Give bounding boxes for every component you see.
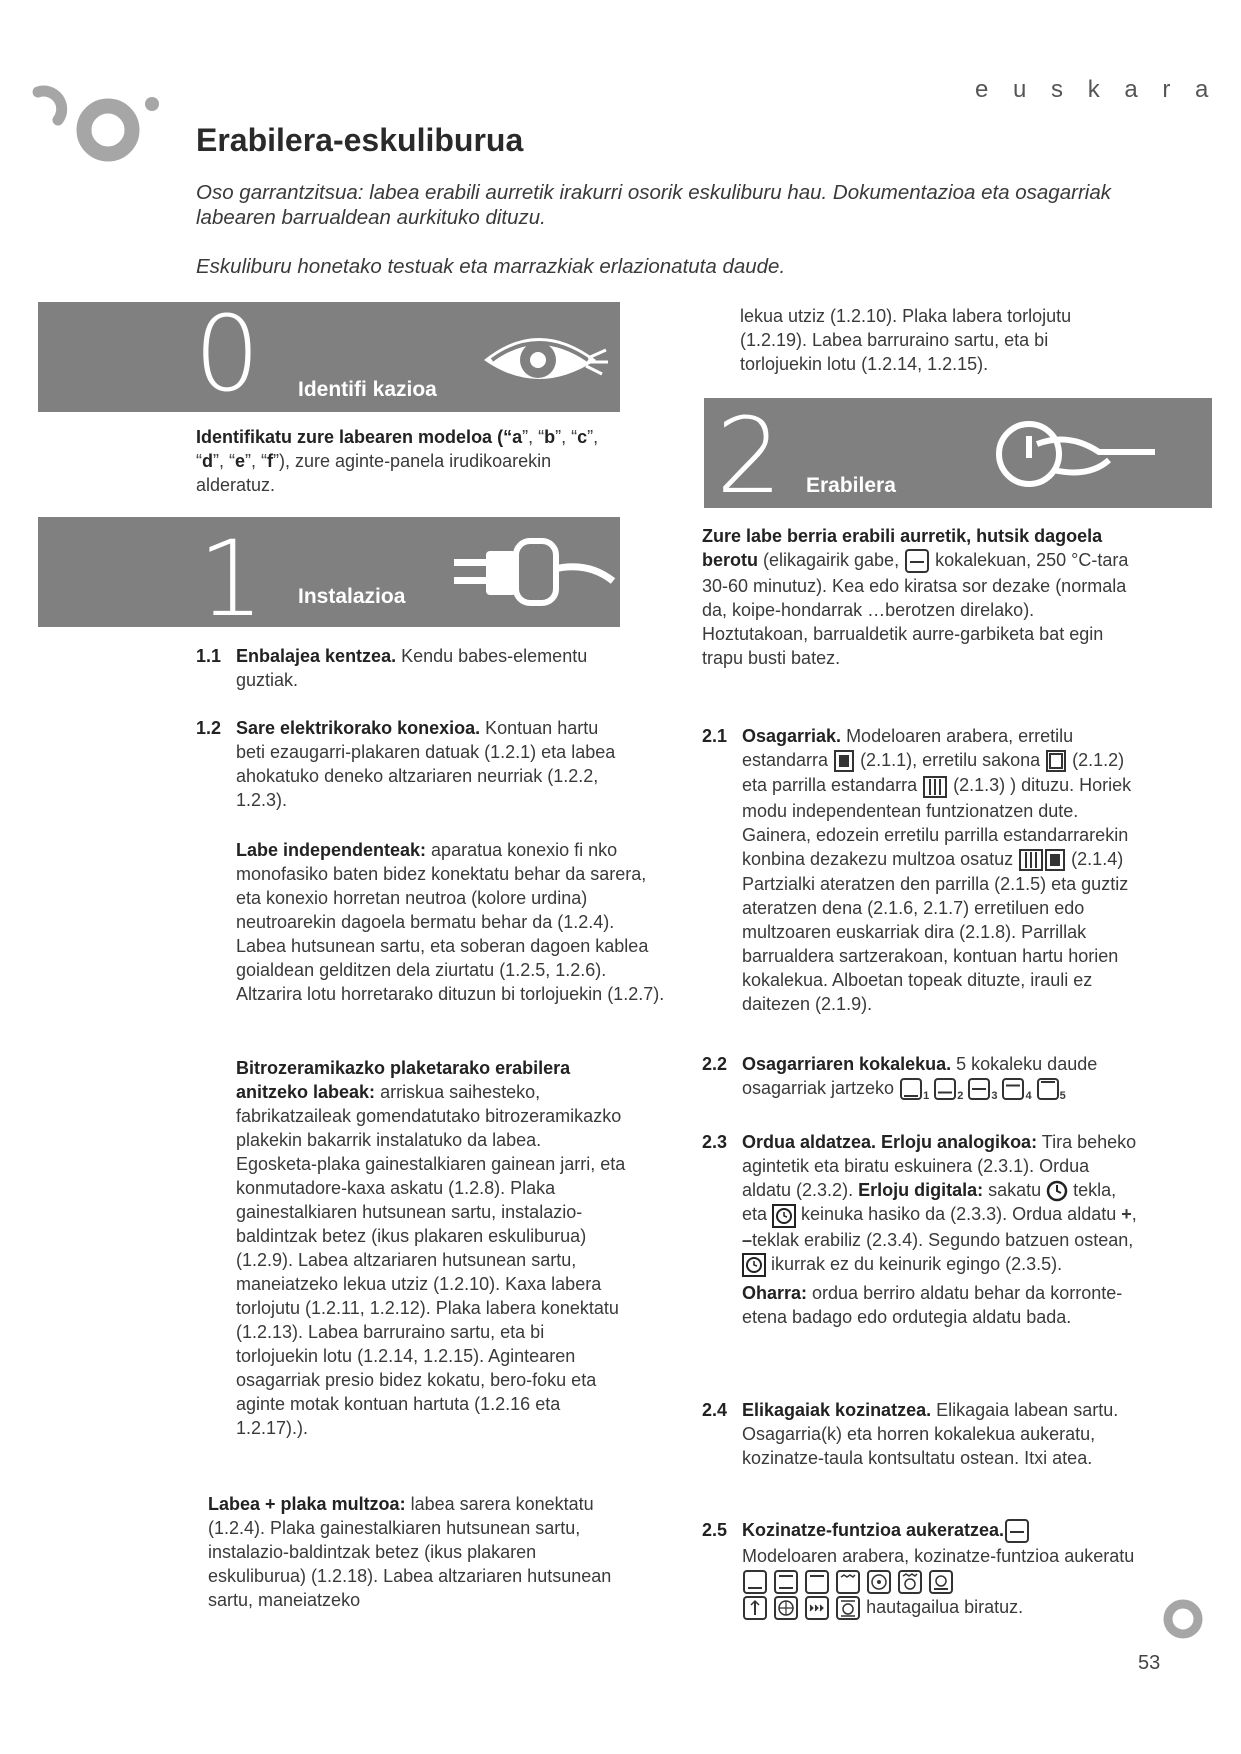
clock-display-icon — [742, 1253, 766, 1277]
standard-tray-icon — [1044, 848, 1066, 872]
grill-icon — [835, 1569, 861, 1595]
section-label: Erabilera — [806, 474, 896, 497]
fan-grill-icon — [897, 1569, 923, 1595]
section-number: 1 — [198, 518, 265, 640]
fan-assisted-icon — [773, 1595, 799, 1621]
eye-icon — [478, 320, 610, 390]
standard-tray-icon — [833, 749, 855, 773]
brand-logo — [30, 80, 170, 175]
list-item: 2.2 Osagarriaren kokalekua. 5 kokaleku daude osagarriak jartzeko $_1$ $_2$ $_3$ $_4$ $_5$ — [702, 1054, 1098, 1102]
identify-text: Identifikatu zure labearen modeloa (“a”, “b”, “c”, “d”, “e”, “f”), zure aginte-panela irudikoarekin alderatuz. — [196, 427, 599, 495]
section-number: 0 — [194, 293, 261, 415]
conventional-heat-icon — [773, 1569, 799, 1595]
top-heat-icon — [804, 1569, 830, 1595]
fan-icon — [866, 1569, 892, 1595]
clock-display-icon — [772, 1204, 796, 1228]
shelf-level-icon — [967, 1077, 991, 1101]
minus-key: – — [742, 1229, 753, 1250]
fan-top-bottom-icon — [835, 1595, 861, 1621]
list-item: 1.2 Sare elektrikorako konexioa. Kontuan hartu beti ezaugarri-plakaren datuak (1.2.1) eta labea ahokatuko deneko altzariaren neurriak (1.2.2, 1.2.3). — [196, 718, 616, 810]
fan-bottom-icon — [928, 1569, 954, 1595]
section-0-band — [38, 293, 620, 415]
oven-function-icon — [904, 548, 930, 574]
defrost-icon — [742, 1595, 768, 1621]
plug-icon — [448, 531, 618, 613]
combo-text: Labea + plaka multzoa: labea sarera konektatu (1.2.4). Plaka gainestalkiaren hutsunean sartu, instalazio-baldintzak betez (ikus plakaren eskuliburua) (1.2.18). Labea altzariaren hutsunean sartu, maneiatzeko — [208, 1494, 612, 1610]
independent-oven-text: Labe independenteak: aparatua konexio fi nko monofasiko baten bidez konektatu behar da sarera, eta konexio horretan neutroa (kolore urdina) neutroarekin dagoela bermatu behar da (1.2.4). Labea hutsunean sartu, eta soberan dagoen kablea goialdean gelditzen dela ziurtatu (1.2.5, 1.2.6). Altzarira lotu horretarako dituzun bi torlojuekin (1.2.7). — [236, 840, 665, 1004]
page-title: Erabilera-eskuliburua — [196, 122, 524, 158]
page-number: 53 — [1138, 1652, 1161, 1674]
shelf-level-number: 4 — [1025, 1089, 1032, 1102]
plus-key: + — [1121, 1204, 1132, 1225]
grill-rack-icon — [922, 775, 948, 799]
list-item: 2.3 Ordua aldatzea. Erloju analogikoa: Tira beheko agintetik eta biratu eskuinera (2.3.1). Ordua aldatu (2.3.2). Erloju digitala: sakatu tekla, eta keinuka hasiko da (2.3.3). Ordua aldatu +, –teklak erabiliz (2.3.4). Segundo batzuen ostean, ikurrak ez du keinurik egingo (2.3.5). Oharra: ordua berriro aldatu behar da korronte-etena badago edo ordutegia aldatu bada. — [702, 1132, 1137, 1327]
shelf-level-number: 1 — [923, 1089, 930, 1102]
section-number: 2 — [716, 395, 783, 517]
intro-note: Eskuliburu honetako testuak eta marrazkiak erlazionatuta daude. — [196, 255, 786, 278]
combo-text-continued: lekua utziz (1.2.10). Plaka labera torlojutu (1.2.19). Labea barruraino sartu, eta bi torlojuekin lotu (1.2.14, 1.2.15). — [740, 306, 1072, 374]
language-label: e u s k a r a — [975, 76, 1218, 103]
shelf-level-icon — [1001, 1077, 1025, 1101]
grill-rack-icon — [1018, 848, 1044, 872]
ceramic-hob-text: Bitrozeramikazko plaketarako erabilera anitzeko labeak: arriskua saihesteko, fabrikatzaileak gomendatutako bitrozeramikazko plakekin bakarrik instalatuko da labea. Egosketa-plaka gainestalkiaren gainean jarri, eta konmutadore-kaxa askatu (1.2.8). Plaka gainestalkiaren hutsunean sartu, instalazio-baldintzak betez (ikus plakaren eskuliburua) (1.2.9). Labea altzariaren hutsunean sartu, maneiatzeko lekua utziz (1.2.10). Kaxa labera torlojutu (1.2.11, 1.2.12). Plaka labera konektatu (1.2.13). Labea barruraino sartu, eta bi torlojuekin lotu (1.2.14, 1.2.15). Agintearen osagarriak presio bidez kokatu, bero-foku eta aginte motak kontuan hartuta (1.2.16 eta 1.2.17).). — [236, 1058, 626, 1438]
section-label: Instalazioa — [298, 585, 406, 608]
bottom-heat-icon — [742, 1569, 768, 1595]
section-1-band — [38, 517, 620, 640]
list-item: 2.1 Osagarriak. Modeloaren arabera, erretilu estandarra (2.1.1), erretilu sakona (2.1.2) eta parrilla estandarra (2.1.3) ) dituzu. Horiek modu independentean funtzionatzen dute. Gainera, edozein erretilu parrilla estandarrarekin konbina dezakezu multzoa osatuz (2.1.4) Partzialki ateratzen den parrilla (2.1.5) eta guztiz ateratzen dena (2.1.6, 2.1.7) erretiluen edo multzoaren euskarriak dira (2.1.8). Parrillak barrualdera sartzerakoan, kontuan hartu horien kokalekua. Alboetan topeak dituzte, irauli ez daitezen (2.1.9). — [702, 726, 1132, 1014]
shelf-level-icon — [899, 1077, 923, 1101]
usage-intro: Zure labe berria erabili aurretik, hutsik dagoela berotu (elikagairik gabe, kokalekuan, 250 °C-tara 30-60 minutuz). Kea edo kiratsa sor dezake (normala da, koipe-hondarrak …berotzen direlako). Hoztutakoan, barrualdetik aurre-garbiketa bat egin trapu busti batez. — [702, 526, 1129, 669]
shelf-levels — [899, 1078, 1070, 1102]
section-2-band — [704, 395, 1212, 517]
shelf-level-icon — [933, 1077, 957, 1101]
list-item: 2.4 Elikagaiak kozinatzea. Elikagaia labean sartu. Osagarria(k) eta horren kokalekua aukeratu, kozinatze-taula kontsultatu ostean. Itxi atea. — [702, 1400, 1119, 1468]
oven-function-icon — [1004, 1518, 1030, 1544]
fast-preheat-icon — [804, 1595, 830, 1621]
section-label: Identifi kazioa — [298, 378, 437, 401]
clock-icon — [1046, 1180, 1068, 1202]
list-item: 2.5 Kozinatze-funtzioa aukeratzea. Modeloaren arabera, kozinatze-funtzioa aukeratu hautagailua biratuz. — [702, 1518, 1142, 1621]
decorative-ring-icon — [1162, 1598, 1204, 1640]
list-item: 1.1 Enbalajea kentzea. Kendu babes-elementu guztiak. — [196, 646, 588, 690]
shelf-level-number: 3 — [991, 1089, 998, 1102]
shelf-level-number: 2 — [957, 1089, 964, 1102]
power-button-icon — [979, 412, 1159, 492]
shelf-level-number: 5 — [1059, 1089, 1066, 1102]
shelf-level-icon — [1036, 1077, 1060, 1101]
deep-tray-icon — [1045, 749, 1067, 773]
intro-text: Oso garrantzitsua: labea erabili aurretik irakurri osorik eskuliburu hau. Dokumentazioa eta osagarriak labearen barrualdean aurkituko dituzu. — [196, 181, 1111, 229]
